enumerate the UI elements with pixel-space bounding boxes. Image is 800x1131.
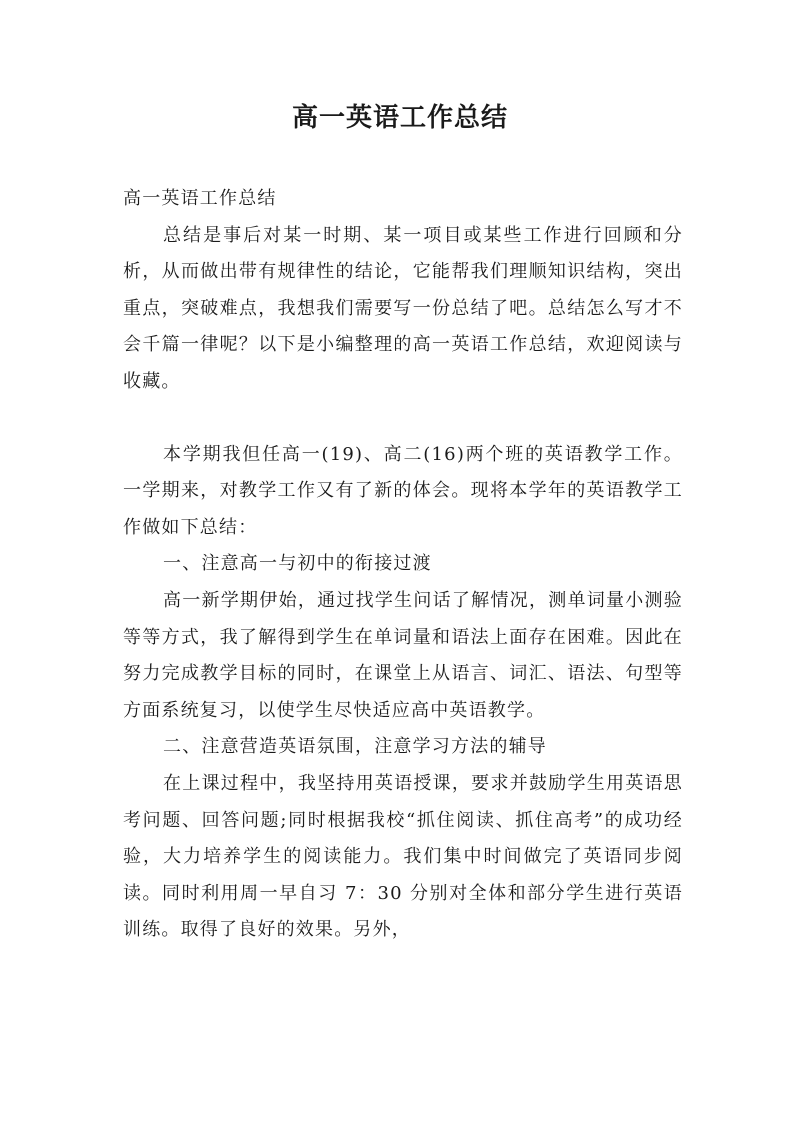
document-body [123,181,683,949]
section-heading-2: 二、注意营造英语氛围，注意学习方法的辅导 [163,736,547,758]
subtitle-paragraph: 高一英语工作总结 [123,188,277,209]
paragraph-gap [123,401,683,437]
document-title: 高一英语工作总结 [291,103,508,133]
section-1-paragraph: 高一新学期伊始，通过找学生问话了解情况，测单词量小测验等等方式，我了解得到学生在单词量和语法上面存在困难。因此在努力完成教学目标的同时，在课堂上从语言、词汇、语法、句型等方面系统复习，以使学生尽快适应高中英语教学。 [123,589,683,721]
intro-paragraph: 总结是事后对某一时期、某一项目或某些工作进行回顾和分析，从而做出带有规律性的结论，它能帮我们理顺知识结构，突出重点，突破难点，我想我们需要写一份总结了吧。总结怎么写才不会千篇一律呢？以下是小编整理的高一英语工作总结，欢迎阅读与收藏。 [123,224,683,392]
section-heading-1: 一、注意高一与初中的衔接过渡 [163,553,432,575]
section-2-paragraph: 在上课过程中，我坚持用英语授课，要求并鼓励学生用英语思考问题、回答问题;同时根据我校“抓住阅读、抓住高考”的成功经验，大力培养学生的阅读能力。我们集中时间做完了英语同步阅读。同时利用周一早自习 7：30 分别对全体和部分学生进行英语训练。取得了良好的效果。另外， [123,772,683,941]
overview-paragraph: 本学期我但任高一(19)、高二(16)两个班的英语教学工作。一学期来，对教学工作又有了新的体会。现将本学年的英语教学工作做如下总结： [123,443,683,538]
